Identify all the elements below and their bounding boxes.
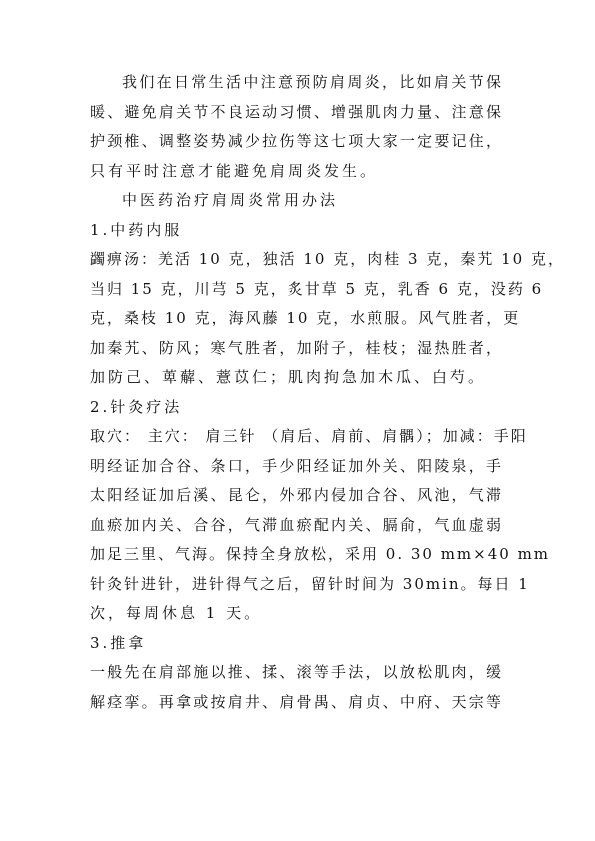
paragraph-line: 解痉挛。再拿或按肩井、肩骨禺、肩贞、中府、天宗等 bbox=[90, 692, 503, 711]
paragraph-line: 明经证加合谷、条口，手少阳经证加外关、阳陵泉，手 bbox=[90, 456, 503, 475]
paragraph-line: 蠲痹汤：羌活 10 克，独活 10 克，肉桂 3 克，秦艽 10 克， bbox=[90, 250, 565, 268]
section-massage bbox=[90, 629, 503, 718]
section-heading: 2.针灸疗法 bbox=[90, 397, 183, 416]
paragraph-line: 当归 15 克，川芎 5 克，炙甘草 5 克，乳香 6 克，没药 6 bbox=[90, 279, 544, 298]
paragraph-line: 加足三里、气海。保持全身放松，采用 0. 30 mm×40 mm bbox=[90, 545, 551, 563]
document-page bbox=[90, 68, 565, 717]
paragraph-line: 暖、避免肩关节不良运动习惯、增强肌肉力量、注意保 bbox=[90, 102, 503, 121]
section-title: 中医药治疗肩周炎常用办法 bbox=[122, 191, 339, 209]
section-herbal-medicine bbox=[90, 216, 565, 393]
paragraph-line: 一般先在肩部施以推、揉、滚等手法，以放松肌肉，缓 bbox=[90, 663, 503, 681]
paragraph-line: 只有平时注意才能避免肩周炎发生。 bbox=[90, 161, 379, 180]
paragraph-line: 取穴： 主穴： 肩三针 （肩后、肩前、肩髃）；加减：手阳 bbox=[90, 427, 528, 445]
paragraph-line: 加防己、萆薢、薏苡仁；肌肉拘急加木瓜、白芍。 bbox=[90, 368, 487, 386]
section-heading: 3.推拿 bbox=[90, 633, 147, 652]
paragraph-line: 针灸针进针，进针得气之后，留针时间为 30min。每日 1 bbox=[90, 574, 530, 593]
paragraph-line: 克，桑枝 10 克，海风藤 10 克，水煎服。风气胜者，更 bbox=[90, 309, 521, 327]
section-acupuncture bbox=[90, 393, 551, 629]
paragraph-line: 太阳经证加后溪、昆仑，外邪内侵加合谷、风池，气滞 bbox=[90, 486, 503, 504]
paragraph-line: 次，每周休息 1 天。 bbox=[90, 604, 263, 622]
paragraph-line: 护颈椎、调整姿势减少拉伤等这七项大家一定要记住， bbox=[90, 132, 503, 150]
paragraph-line: 血瘀加内关、合谷，气滞血瘀配内关、膈俞，气血虚弱 bbox=[90, 515, 503, 534]
intro-paragraph bbox=[90, 68, 503, 186]
paragraph-line: 我们在日常生活中注意预防肩周炎，比如肩关节保 bbox=[122, 73, 503, 91]
section-heading: 1.中药内服 bbox=[90, 220, 183, 239]
paragraph-line: 加秦艽、防风；寒气胜者，加附子，桂枝；湿热胜者， bbox=[90, 338, 503, 357]
